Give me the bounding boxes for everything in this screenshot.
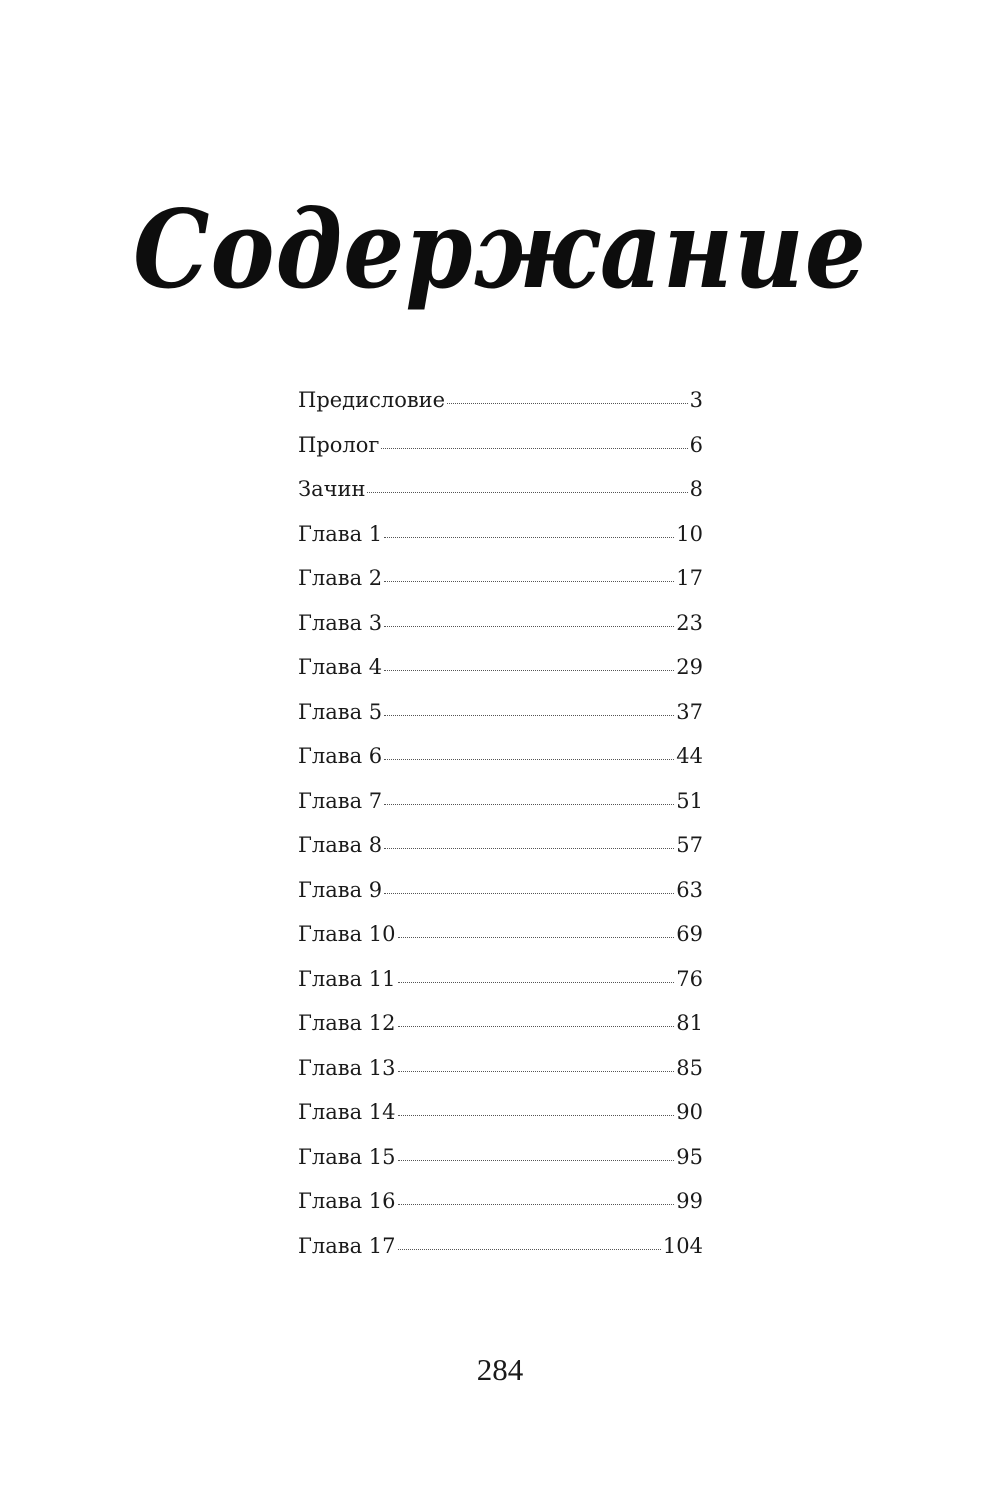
toc-dot-leader [398,1160,675,1161]
toc-entry-page: 104 [662,1233,703,1258]
toc-entry-label: Глава 6 [298,744,383,768]
toc-entry [298,378,703,423]
toc-entry-page: 69 [676,922,703,946]
toc-entry-label: Глава 9 [298,877,383,902]
toc-entry-page: 23 [676,610,703,635]
toc-entry-label: Глава 2 [298,566,383,590]
toc-entry [298,645,703,690]
toc-entry-page: 17 [676,566,703,590]
toc-entry-label: Глава 1 [298,521,383,546]
toc-entry-page: 6 [689,432,703,457]
toc-entry [298,601,703,646]
toc-dot-leader [398,1204,675,1205]
toc-entry [298,556,703,601]
table-of-contents [298,378,703,1268]
toc-entry-label: Пролог [298,432,380,457]
toc-entry-label: Глава 12 [298,1011,396,1035]
toc-entry-label: Предисловие [298,388,446,412]
toc-entry-label: Глава 10 [298,922,396,946]
toc-entry-page: 81 [676,1011,703,1035]
toc-dot-leader [381,448,687,449]
toc-entry-label: Зачин [298,477,366,501]
toc-dot-leader [384,759,674,760]
toc-dot-leader [367,492,687,493]
toc-entry-page: 37 [676,699,703,724]
toc-entry-page: 63 [676,877,703,902]
toc-entry-page: 85 [676,1055,703,1080]
page-number: 284 [476,1352,524,1387]
toc-entry-label: Глава 17 [298,1233,396,1258]
page-title: Содержание [133,186,867,313]
toc-dot-leader [398,1071,675,1072]
toc-entry-label: Глава 5 [298,699,383,724]
toc-entry [298,912,703,957]
toc-entry [298,1179,703,1224]
toc-dot-leader [384,848,674,849]
toc-entry [298,1090,703,1135]
toc-entry-page: 90 [676,1100,703,1124]
toc-entry [298,1135,703,1180]
toc-entry-label: Глава 8 [298,833,383,857]
toc-entry-label: Глава 11 [298,966,396,991]
toc-entry-page: 99 [676,1189,703,1213]
toc-dot-leader [384,626,674,627]
toc-entry-page: 44 [676,744,703,768]
toc-entry-label: Глава 16 [298,1189,396,1213]
toc-entry-label: Глава 15 [298,1144,396,1169]
toc-entry-page: 57 [676,833,703,857]
toc-entry-label: Глава 14 [298,1100,396,1124]
toc-entry [298,690,703,735]
toc-entry-label: Глава 7 [298,788,383,813]
toc-entry [298,957,703,1002]
toc-entry [298,868,703,913]
toc-dot-leader [384,715,674,716]
toc-entry [298,1001,703,1046]
toc-entry-label: Глава 13 [298,1055,396,1080]
toc-entry [298,512,703,557]
toc-entry-page: 10 [676,521,703,546]
toc-entry [298,779,703,824]
toc-dot-leader [398,937,675,938]
toc-entry-page: 76 [676,966,703,991]
toc-entry-page: 51 [676,788,703,813]
toc-entry-label: Глава 3 [298,610,383,635]
toc-entry [298,467,703,512]
toc-entry [298,1046,703,1091]
toc-entry [298,1224,703,1269]
toc-dot-leader [398,1249,661,1250]
toc-entry-page: 95 [676,1144,703,1169]
toc-entry [298,823,703,868]
toc-dot-leader [384,804,674,805]
toc-dot-leader [398,1026,675,1027]
toc-entry [298,734,703,779]
toc-dot-leader [384,581,674,582]
toc-dot-leader [398,1115,675,1116]
toc-entry [298,423,703,468]
toc-entry-label: Глава 4 [298,655,383,679]
toc-entry-page: 3 [689,388,703,412]
toc-dot-leader [398,982,675,983]
toc-dot-leader [447,403,688,404]
toc-dot-leader [384,537,674,538]
toc-dot-leader [384,893,674,894]
toc-entry-page: 29 [676,655,703,679]
toc-entry-page: 8 [689,477,703,501]
toc-dot-leader [384,670,674,671]
